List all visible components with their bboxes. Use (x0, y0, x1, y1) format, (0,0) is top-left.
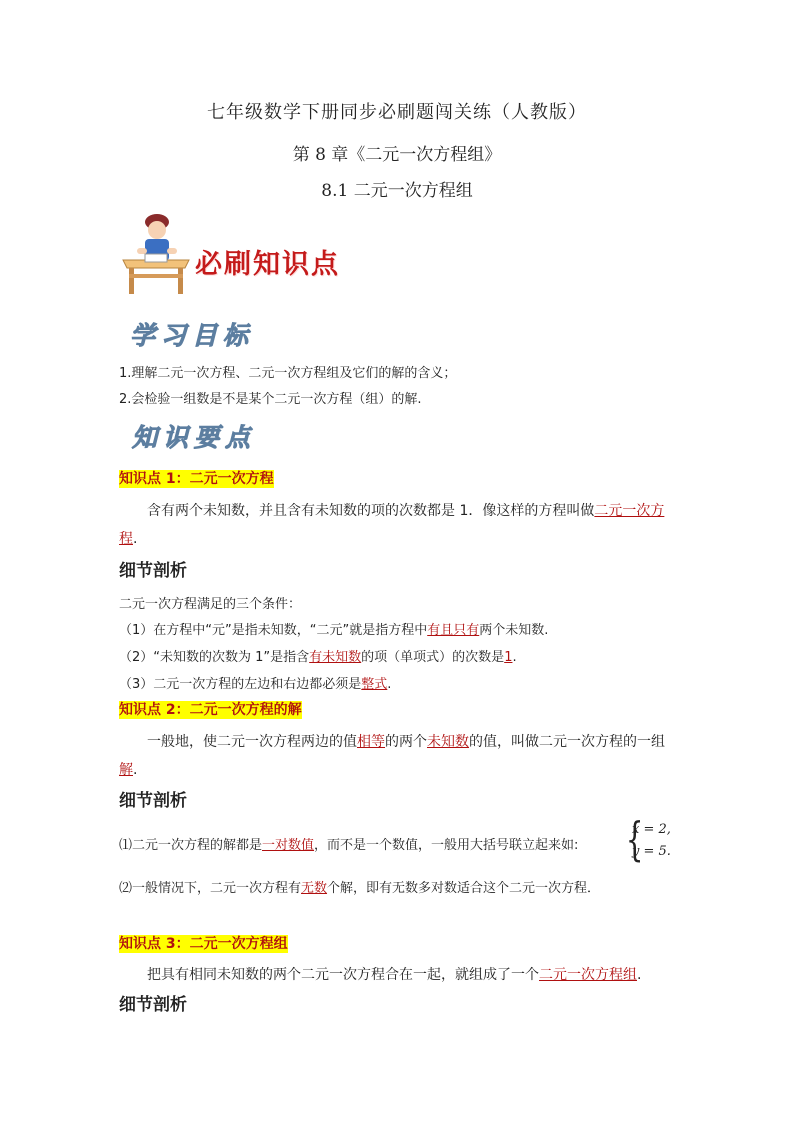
goal-item-2: 2.会检验一组数是不是某个二元一次方程（组）的解. (119, 392, 422, 407)
solution-note-1: ⑴二元一次方程的解都是一对数值，而不是一个数值，一般用大括号联立起来如: (119, 838, 579, 853)
student-desk-illustration (119, 208, 193, 298)
kp2-definition: 一般地，使二元一次方程两边的值相等的两个未知数的值，叫做二元一次方程的一组 (147, 734, 665, 750)
condition-1: （1）在方程中“元”是指未知数，“二元”就是指方程中有且只有两个未知数. (119, 623, 549, 638)
knowledge-point-3-label: 知识点 3：二元一次方程组 (119, 936, 288, 952)
doc-title: 七年级数学下册同步必刷题闯关练（人教版） (207, 102, 587, 123)
detail-analysis-heading-1: 细节剖析 (119, 561, 187, 581)
brace-symbol: { (625, 812, 644, 866)
solution-note-2: ⑵一般情况下，二元一次方程有无数个解，即有无数多对数适合这个二元一次方程． (119, 881, 601, 896)
chapter-title: 第 8 章《二元一次方程组》 (292, 145, 502, 165)
equation-x: x = 2, (632, 822, 671, 837)
detail-analysis-heading-3: 细节剖析 (119, 995, 187, 1015)
condition-2: （2）“未知数的次数为 1”是指含有未知数的项（单项式）的次数是1. (119, 650, 517, 665)
learning-goals-heading: 学习目标 (130, 321, 255, 350)
detail-analysis-heading-2: 细节剖析 (119, 791, 187, 811)
knowledge-point-2-label: 知识点 2：二元一次方程的解 (119, 702, 302, 718)
key-points-heading: 知识要点 (132, 423, 257, 452)
goal-item-1: 1.理解二元一次方程、二元一次方程组及它们的解的含义； (119, 366, 457, 381)
section-title: 8.1 二元一次方程组 (321, 181, 473, 201)
banner-title: 必刷知识点 (195, 249, 340, 280)
condition-3: （3）二元一次方程的左边和右边都必须是整式. (119, 677, 392, 692)
kp1-definition-cont: 程. (119, 531, 138, 547)
kp2-definition-cont: 解. (119, 762, 138, 778)
knowledge-point-1-label: 知识点 1：二元一次方程 (119, 471, 274, 487)
equation-y: y = 5. (632, 844, 671, 859)
kp3-definition: 把具有相同未知数的两个二元一次方程合在一起，就组成了一个二元一次方程组. (147, 967, 642, 983)
conditions-intro: 二元一次方程满足的三个条件： (119, 597, 302, 612)
equation-system (620, 812, 680, 866)
kp1-definition: 含有两个未知数，并且含有未知数的项的次数都是 1．像这样的方程叫做二元一次方 (147, 503, 665, 519)
